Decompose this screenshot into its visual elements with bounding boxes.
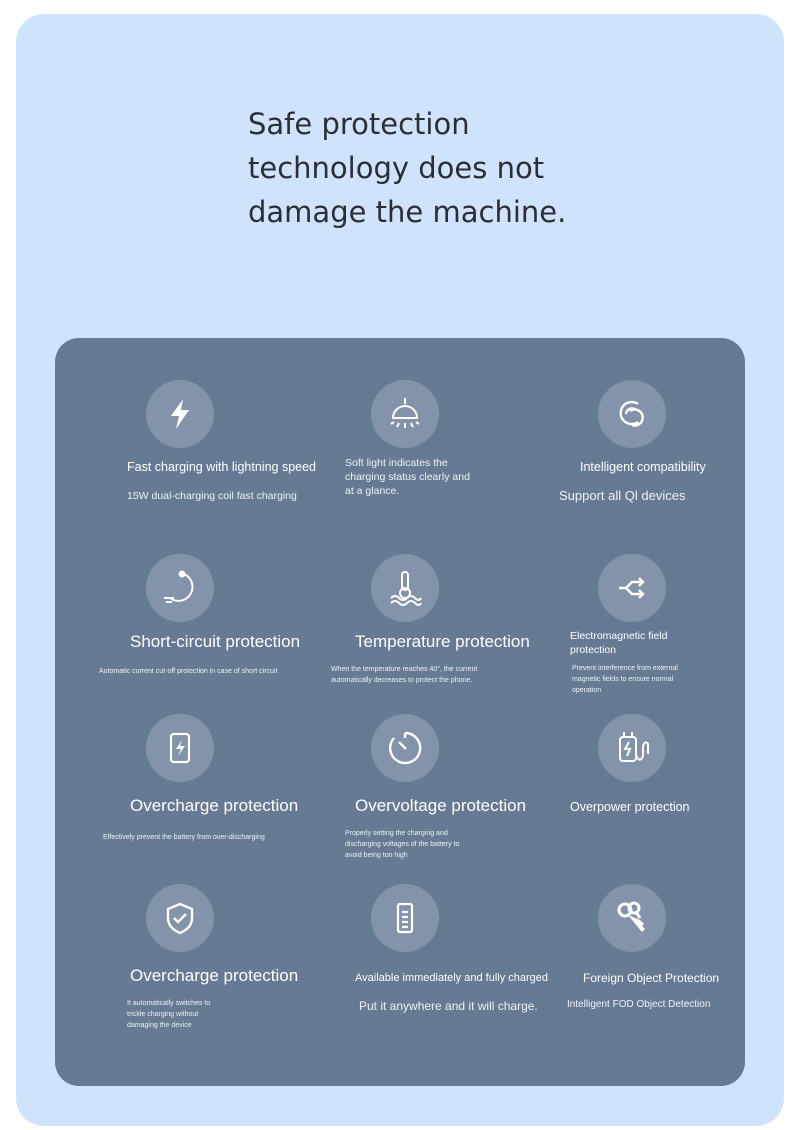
feature-description: Put it anywhere and it will charge. (359, 999, 538, 1013)
feature-description: When the temperature reaches 40°, the current automatically decreases to protect the phone. (331, 666, 478, 684)
shield-check-icon (146, 884, 214, 952)
lamp-icon (371, 380, 439, 448)
thermometer-icon (371, 554, 439, 622)
feature-title: Overcharge protection (130, 796, 299, 815)
timer-icon (371, 714, 439, 782)
battery-icon (371, 884, 439, 952)
feature-title: Fast charging with lightning speed (127, 460, 317, 474)
feature-description: Support all Ql devices (559, 488, 686, 503)
phone-bolt-icon (146, 714, 214, 782)
feature-description: Properly setting the charging and discharging voltages of the battery to avoid being too high (345, 830, 460, 859)
feature-panel (55, 338, 745, 1086)
keys-icon (598, 884, 666, 952)
headline-line: Safe protection (248, 107, 470, 141)
feature-title: Temperature protection (355, 632, 530, 651)
feature-description: Soft light indicates the charging status clearly and at a glance. (345, 457, 470, 497)
shuffle-icon (598, 554, 666, 622)
headline-line: technology does not (248, 151, 545, 185)
feature-description: 15W dual-charging coil fast charging (127, 490, 297, 502)
feature-description: Effectively prevent the battery from over-discharging (103, 834, 265, 841)
headline-line: damage the machine. (248, 195, 567, 229)
circuit-loop-icon (146, 554, 214, 622)
product-card (16, 14, 784, 1126)
feature-title: Overpower protection (570, 800, 690, 814)
feature-title: Available immediately and fully charged (355, 972, 549, 984)
feature-title: Foreign Object Protection (583, 971, 720, 985)
charger-plug-icon (598, 714, 666, 782)
feature-title: Overvoltage protection (355, 796, 527, 815)
link-rings-icon (598, 380, 666, 448)
feature-description: Intelligent FOD Object Detection (567, 999, 711, 1010)
feature-description: Prevent interference from external magnetic fields to ensure normal operation (572, 665, 678, 694)
headline (248, 102, 668, 234)
feature-title: Overcharge protection (130, 966, 299, 985)
lightning-icon (146, 380, 214, 448)
feature-title: Intelligent compatibility (580, 460, 706, 474)
feature-title: Short-circuit protection (130, 632, 301, 651)
feature-title: Electromagnetic field protection (570, 630, 668, 656)
feature-description: It automatically switches to trickle charging without damaging the device (127, 1000, 211, 1029)
feature-description: Automatic current cut-off protection in case of short circuit (99, 668, 278, 675)
